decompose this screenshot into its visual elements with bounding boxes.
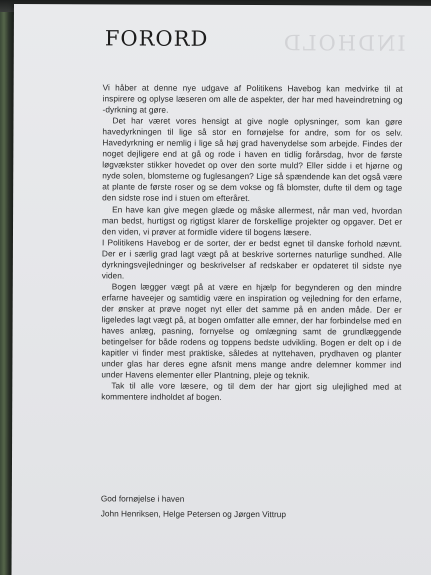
paragraph-scope: Bogen lægger vægt på at være en hjælp for begynderen og den mindre erfarne haveejer og samtidig være en inspiration og vejledning for den erfarne, der ønsker at prøve noget nyt eller det samme på en anden måde. Der er ligeledes lagt vægt på, at bogen omfatter alle emner, der har forbindelse med en haves anlæg, pasning, fornyelse og omlægning samt de grundlæggende betingelser for både rodens og toppens bedste udvikling. Bogen er delt op i de kapitler vi finder mest praktiske, således at nyttehaven, prydhaven og planter under glas har deres egne afsnit mens mange andre delemner kommer ind under Havens elementer eller Plantning, pleje og teknik. [101, 281, 402, 381]
paragraph-knowledge: En have kan give megen glæde og måske allermest, når man ved, hvordan man bedst, hurtigst og rigtigst klarer de forskellige projekter og opgaver. Det er den viden, vi prøver at formidle videre til bogens læsere. [101, 203, 403, 237]
closing-line: God fornøjelse i haven [100, 493, 185, 504]
facing-page-heading: INDHOLD [281, 31, 406, 56]
book-page [11, 4, 431, 575]
paragraph-purpose: Det har været vores hensigt at give nogle oplysninger, som kan gøre havedyrkningen til lige så stor en fornøjelse for andre, som for os selv. Havedyrkning er nemlig i lige så høj grad havenydelse som arbejde. Findes der noget dejligere end at gå og rode i haven en tidlig forårsdag, hvor de første løgvækster stikker hovedet op over den sorte muld? Eller sidde i et hjørne og nyde solen, blomsterne og fuglesangen? Lige så spændende kan det også være at plante de første roser og se dem vokse og få blomster, dufte til dem og tage den sidste rose ind i stuen om efteråret. [102, 115, 403, 204]
preface-body [101, 82, 402, 404]
signoff [101, 491, 286, 521]
paragraph-varieties: I Politikens Havebog er de sorter, der er bedst egnet til danske forhold nævnt. Der er i særlig grad lagt vægt på at beskrive sorternes naturlige sundhed. Alle dyrkningsvejledninger og beskrivelser af redskaber er opdateret til sidste nye viden. [101, 237, 402, 281]
paragraph-thanks: Tak til alle vore læsere, og til dem der har gjort sig ulejlighed med at kommentere indholdet af bogen. [101, 380, 402, 403]
authors-line: John Henriksen, Helge Petersen og Jørgen Vittrup [100, 507, 287, 519]
paragraph-intro: Vi håber at denne nye udgave af Politikens Havebog kan medvirke til at inspirere og oplyse læseren om alle de aspekter, der har med haveindretning og -dyrkning at gøre. [102, 82, 403, 115]
page-title: FORORD [104, 26, 209, 51]
